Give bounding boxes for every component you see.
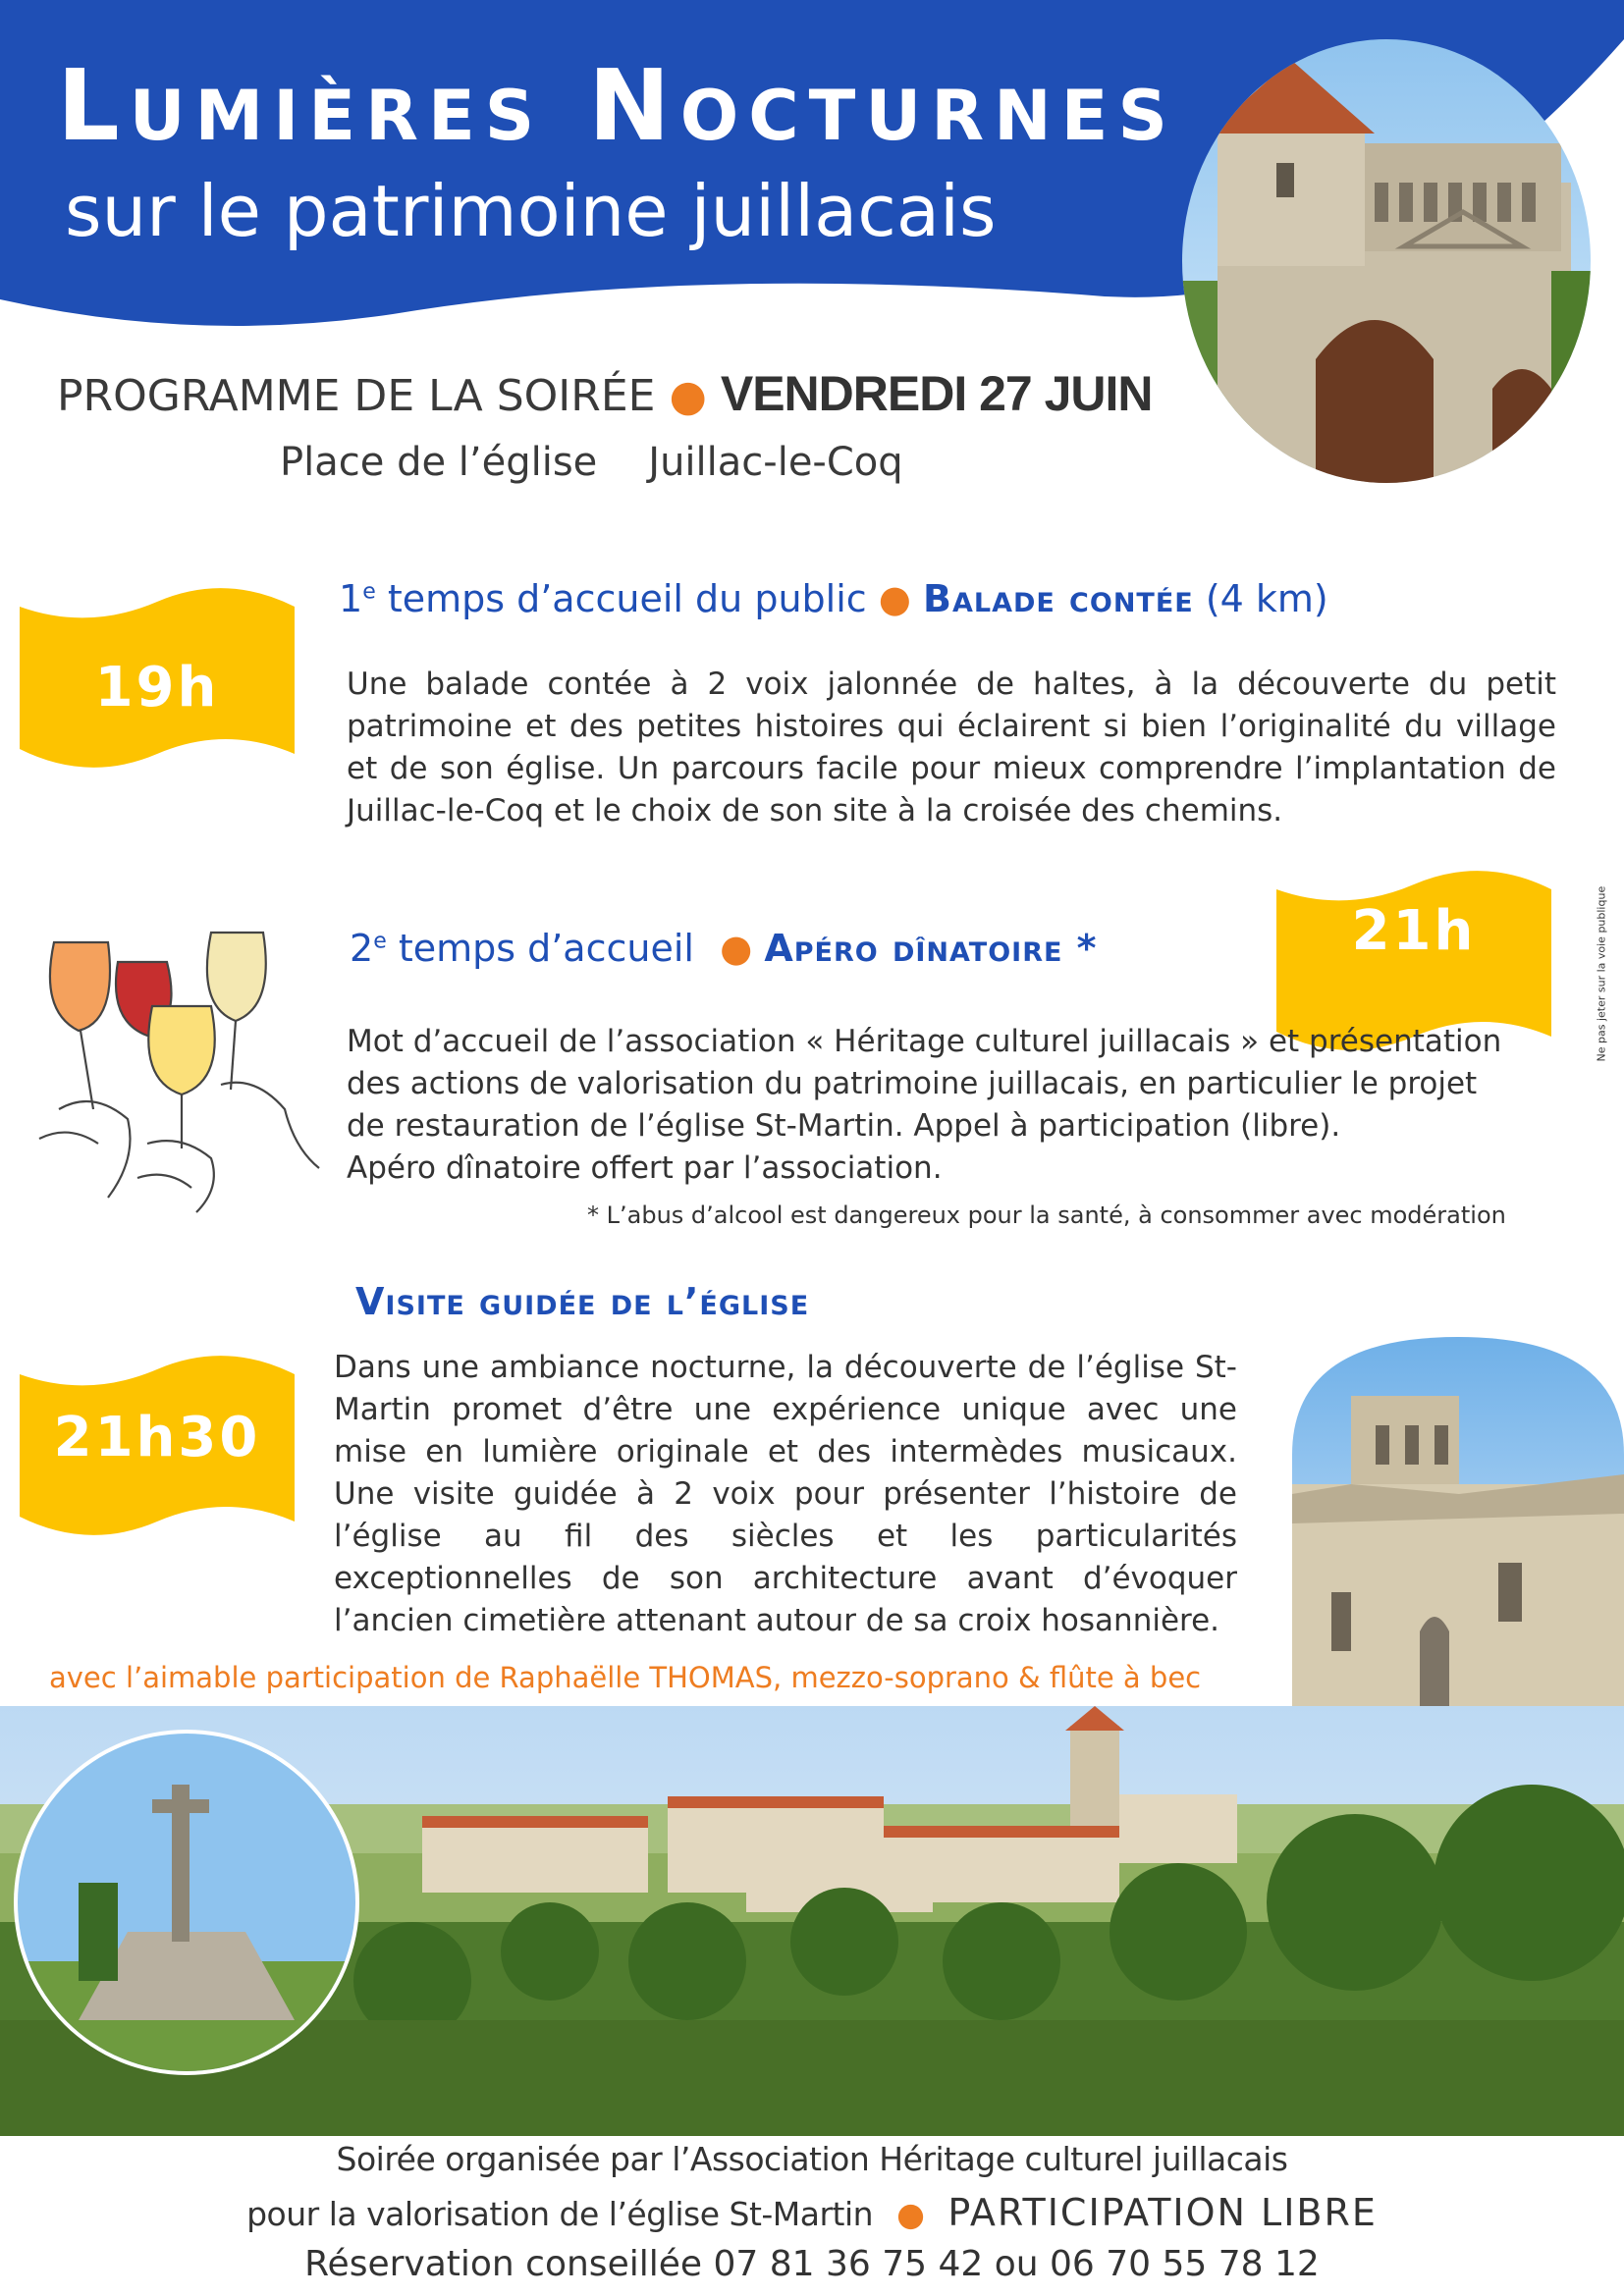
side-disclaimer-text: Ne pas jeter sur la voie publique	[1595, 885, 1608, 1062]
location-line	[280, 440, 1164, 485]
footer-purpose-text: pour la valorisation de l’église St-Martin	[246, 2195, 874, 2233]
time-label: 21h30	[53, 1406, 261, 1469]
section-1-heading: temps d’accueil du public	[375, 577, 867, 620]
place-name: Place de l’église	[280, 440, 598, 485]
ordinal-suffix: e	[373, 929, 387, 954]
time-label: 19h	[94, 656, 220, 720]
activity-name: Visite guidée de l’église	[355, 1280, 810, 1323]
bullet-icon: ●	[720, 927, 753, 970]
text-line: des actions de valorisation du patrimoine juillacais, en particulier le projet	[347, 1066, 1478, 1101]
participation-label: PARTICIPATION LIBRE	[947, 2191, 1378, 2234]
activity-distance: (4 km)	[1193, 577, 1328, 620]
event-date: VENDREDI 27 JUIN	[720, 366, 1153, 421]
ordinal-suffix: e	[362, 579, 376, 605]
section-3-text: Dans une ambiance nocturne, la découverte de l’église St-Martin promet d’être une expérience unique avec une mise en lumière originale et des intermèdes musicaux. Une visite guidée à 2 voix pour présenter l’histoire de l’église au fil des siècles et les particularités exceptionnelles de son architecture avant d’évoquer l’ancien cimetière attenant autour de sa croix hosannière.	[334, 1350, 1237, 1638]
section-2-text	[347, 1021, 1554, 1190]
section-1-text: Une balade contée à 2 voix jalonnée de haltes, à la découverte du petit patrimoine et des petites histoires qui éclairent si bien l’originalité du village et de son église. Un parcours facile pour mieux comprendre l’implantation de Juillac-le-Coq et le choix de son site à la croisée des chemins.	[347, 667, 1556, 828]
footer-purpose	[0, 2191, 1624, 2234]
footer-organizer: Soirée organisée par l’Association Héritage culturel juillacais	[336, 2140, 1288, 2178]
town-name: Juillac-le-Coq	[648, 440, 903, 485]
section-2-heading: temps d’accueil	[386, 927, 694, 970]
side-disclaimer	[1587, 844, 1616, 1070]
alcohol-warning: * L’abus d’alcool est dangereux pour la santé, à consommer avec modération	[587, 1201, 1506, 1229]
programme-line	[57, 365, 1196, 422]
section-1-title	[339, 577, 1328, 620]
wine-glasses-illustration	[0, 913, 324, 1217]
bullet-icon: ●	[669, 371, 707, 421]
programme-label: PROGRAMME DE LA SOIRÉE	[57, 371, 656, 421]
page-subtitle: sur le patrimoine juillacais	[65, 170, 997, 252]
village-panorama-photo	[0, 1706, 1624, 2136]
bullet-icon: ●	[878, 577, 911, 620]
castle-photo	[1178, 35, 1595, 487]
time-label: 21h	[1351, 899, 1477, 963]
text-line: de restauration de l’église St-Martin. Appel à participation (libre).	[347, 1108, 1341, 1144]
section-2-title	[350, 927, 1098, 970]
credits-line: avec l’aimable participation de Raphaëlle THOMAS, mezzo-soprano & flûte à bec	[49, 1661, 1202, 1694]
page-title: Lumières Nocturnes	[57, 48, 1177, 163]
text-line: Mot d’accueil de l’association « Héritage culturel juillacais » et présentation	[347, 1024, 1502, 1059]
section-3-title	[355, 1280, 809, 1323]
activity-name: Apéro dînatoire *	[764, 927, 1098, 970]
bullet-icon: ●	[896, 2195, 925, 2233]
church-photo	[1292, 1337, 1624, 1706]
ordinal: 1	[339, 577, 363, 620]
footer-reservation: Réservation conseillée 07 81 36 75 42 ou 06 70 55 78 12	[304, 2244, 1320, 2284]
text-line: Apéro dînatoire offert par l’association.	[347, 1150, 943, 1186]
ordinal: 2	[350, 927, 374, 970]
activity-name: Balade contée	[923, 577, 1194, 620]
